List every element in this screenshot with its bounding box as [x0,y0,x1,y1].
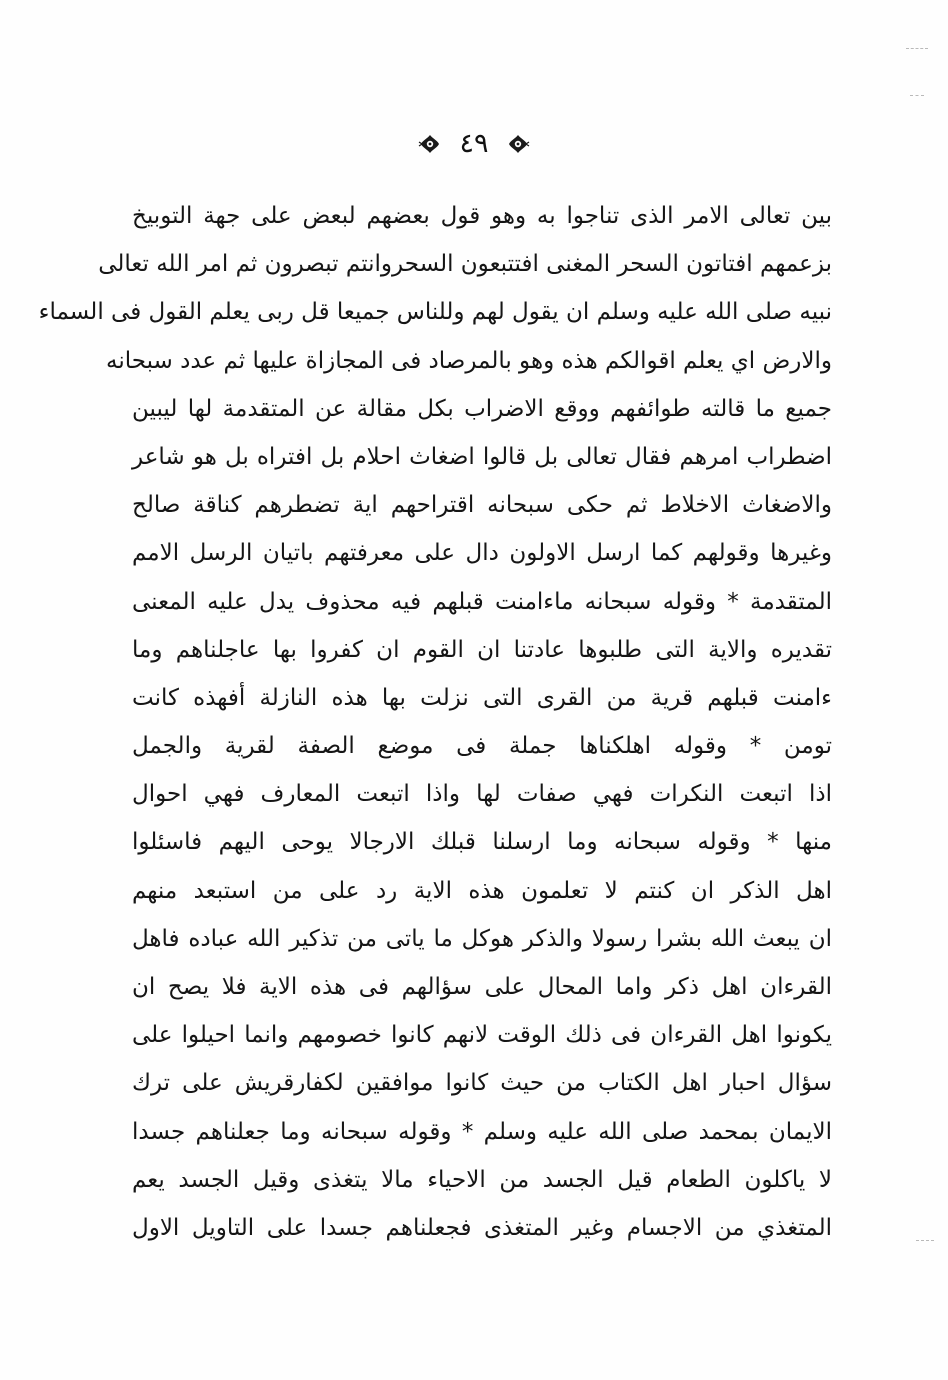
text-line: منها * وقوله سبحانه وما ارسلنا قبلك الارجالا يوحى اليهم فاسئلوا [132,829,832,856]
text-line: تقديره والاية التى طلبوها عادتنا ان القوم ان كفروا بها عاجلناهم وما [132,636,832,663]
text-line: وغيرها وقولهم كما ارسل الاولون دال على معرفتهم باتيان الرسل الامم [132,540,832,567]
text-line: ءامنت قبلهم قرية من القرى التى نزلت بها هذه النازلة أفهذه كانت [132,684,832,711]
text-line: اهل الذكر ان كنتم لا تعلمون هذه الاية رد على من استبعد منهم [132,877,832,904]
text-line: بزعمهم افتاتون السحر المغنى افتتبعون السحروانتم تبصرون ثم امر الله تعالى [98,251,832,278]
floral-ornament-icon [507,133,529,155]
text-line: بين تعالى الامر الذى تناجوا به وهو قول بعضهم لبعض على جهة التوبيخ [132,203,832,229]
text-line: والارض اي يعلم اقوالكم هذه وهو بالمرصاد فى المجازاة عليها ثم عدد سبحانه [106,347,832,374]
text-line: اذا اتبعت النكرات فهي صفات لها واذا اتبعت المعارف فهي احوال [132,781,832,808]
text-line: سؤال احبار اهل الكتاب من حيث كانوا موافقين لكفارقريش على ترك [132,1070,832,1097]
text-line: المتقدمة * وقوله سبحانه ماءامنت قبلهم فيه محذوف يدل عليه المعنى [132,588,832,615]
scan-corner-mark [916,1240,934,1241]
text-line: يكونوا اهل القرءان فى ذلك الوقت لانهم كانوا خصومهم وانما احيلوا على [132,1022,832,1049]
text-line: القرءان اهل ذكر واما المحال على سؤالهم فى هذه الاية فلا يصح ان [132,974,832,1000]
floral-ornament-icon [419,133,441,155]
scan-corner-mark [910,95,924,96]
text-line: ان يبعث الله بشرا رسولا والذكر هوكل ما ياتى من تذكير الله عباده فاهل [132,925,832,952]
page-header [0,124,948,164]
text-line: تومن * وقوله اهلكناها جملة فى موضع الصفة لقرية والجمل [132,733,832,760]
text-line: المتغذي من الاجسام وغير المتغذى فجعلناهم جسدا على التاويل الاول [132,1214,832,1241]
text-line: اضطراب امرهم فقال تعالى بل قالوا اضغاث احلام بل افتراه بل هو شاعر [132,443,832,470]
page-number: ٤٩ [459,128,489,159]
body-text [38,192,832,1252]
text-line: جميع ما قالته طوائفهم ووقع الاضراب بكل مقالة عن المتقدمة لها ليبين [132,395,832,422]
text-line: نبيه صلى الله عليه وسلم ان يقول لهم وللناس جميعا قل ربى يعلم القول فى السماء [38,299,832,326]
text-line: الايمان بمحمد صلى الله عليه وسلم * وقوله سبحانه وما جعلناهم جسدا [132,1118,832,1145]
text-line: لا ياكلون الطعام قيل الجسد من الاحياء مالا يتغذى وقيل الجسد يعم [132,1166,832,1193]
scan-corner-mark [906,48,928,49]
text-line: والاضغاث الاخلاط ثم حكى سبحانه اقتراحهم اية تضطرهم كناقة صالح [132,492,832,519]
